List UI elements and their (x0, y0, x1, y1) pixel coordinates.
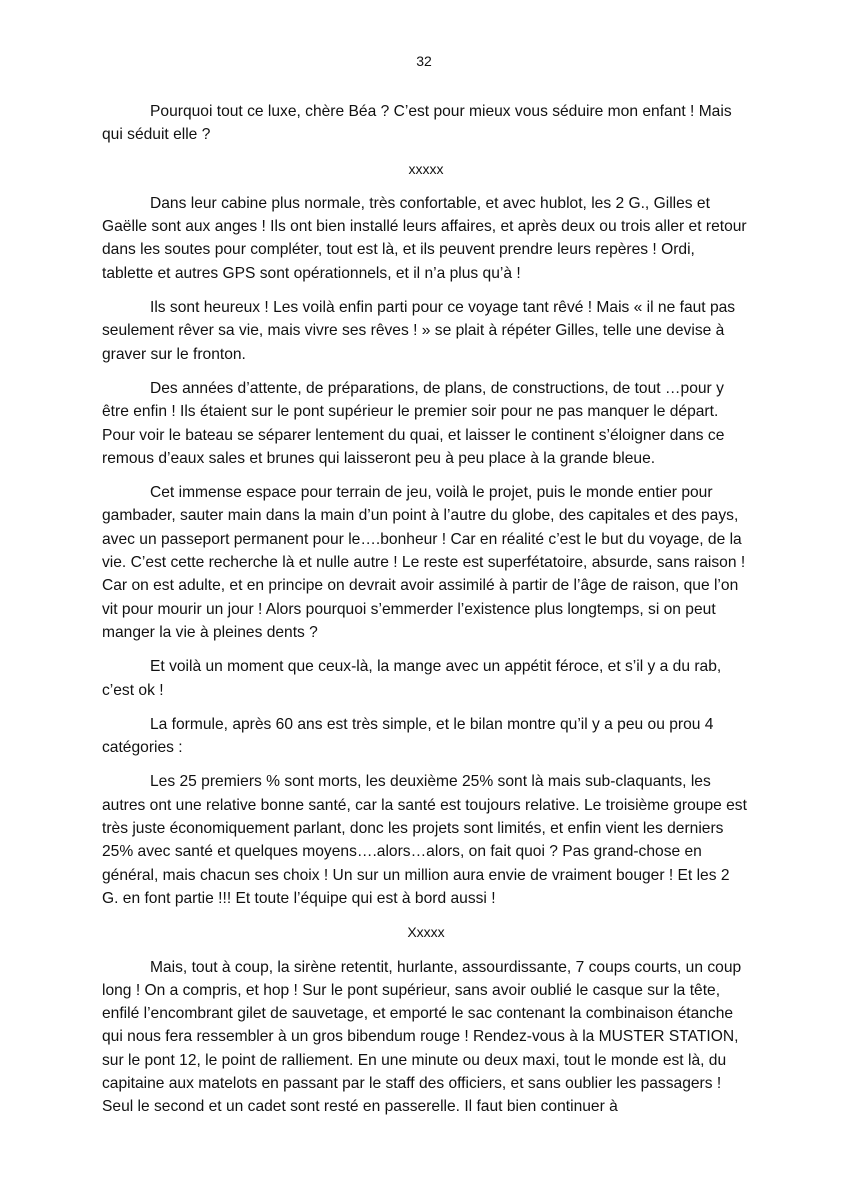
paragraph: Pourquoi tout ce luxe, chère Béa ? C’est pour mieux vous séduire mon enfant ! Mais qui séduit elle ? (102, 103, 732, 144)
page-number: 32 (416, 53, 432, 69)
paragraph: Mais, tout à coup, la sirène retentit, hurlante, assourdissante, 7 coups courts, un coup long ! On a compris, et hop ! Sur le pont supérieur, sans avoir oublié le casque sur la tête, enfilé l’encombrant gilet de sauvetage, et emporté le sac contenant la combinaison étanche qui nous fera ressembler à un gros bibendum rouge ! Rendez-vous à la MUSTER STATION, sur le pont 12, le point de ralliement. En une minute ou deux maxi, tout le monde est là, du capitaine aux matelots en passant par le staff des officiers, et sans oublier les passagers ! Seul le second et un cadet sont resté en passerelle. Il faut bien continuer à (102, 958, 742, 1116)
page-body (102, 100, 750, 1130)
section-separator: Xxxxx (407, 924, 445, 941)
section-separator: xxxxx (408, 160, 444, 177)
paragraph: Ils sont heureux ! Les voilà enfin parti pour ce voyage tant rêvé ! Mais « il ne faut pas seulement rêver sa vie, mais vivre ses rêves ! » se plait à répéter Gilles, telle une devise à graver sur le fronton. (102, 299, 736, 363)
paragraph: Les 25 premiers % sont morts, les deuxième 25% sont là mais sub-claquants, les autres ont une relative bonne santé, car la santé est toujours relative. Le troisième groupe est très juste économiquement parlant, donc les projets sont limités, et enfin vient les derniers 25% avec santé et quelques moyens….alors…alors, on fait quoi ? Pas grand-chose en général, mais chacun ses choix ! Un sur un million aura envie de vraiment bouger ! Et les 2 G. en font partie !!! Et toute l’équipe qui est à bord aussi ! (102, 773, 747, 907)
paragraph: Et voilà un moment que ceux-là, la mange avec un appétit féroce, et s’il y a du rab, c’est ok ! (102, 658, 722, 699)
paragraph: Des années d’attente, de préparations, de plans, de constructions, de tout …pour y être enfin ! Ils étaient sur le pont supérieur le premier soir pour ne pas manquer le départ. Pour voir le bateau se séparer lentement du quai, et laisser le continent s’éloigner dans ce remous d’eaux sales et brunes qui laisseront peu à peu place à la grande bleue. (102, 379, 725, 467)
paragraph: Cet immense espace pour terrain de jeu, voilà le projet, puis le monde entier pour gambader, sauter main dans la main d’un point à l’autre du globe, des capitales et des pays, avec un passeport permanent pour le….bonheur ! Car en réalité c’est le but du voyage, de la vie. C’est cette recherche là et nulle autre ! Le reste est superfétatoire, absurde, sans raison ! Car on est adulte, et en principe on devrait avoir assimilé à partir de l’âge de raison, que l’on vit pour mourir un jour ! Alors pourquoi s’emmerder l’existence plus longtemps, si on peut manger la vie à pleines dents ? (102, 484, 746, 641)
paragraph: Dans leur cabine plus normale, très confortable, et avec hublot, les 2 G., Gilles et Gaëlle sont aux anges ! Ils ont bien installé leurs affaires, et après deux ou trois aller et retour dans les soutes pour compléter, tout est là, et ils peuvent prendre leurs repères ! Ordi, tablette et autres GPS sont opérationnels, et il n’a plus qu’à ! (102, 194, 747, 282)
paragraph: La formule, après 60 ans est très simple, et le bilan montre qu’il y a peu ou prou 4 catégories : (102, 715, 714, 757)
